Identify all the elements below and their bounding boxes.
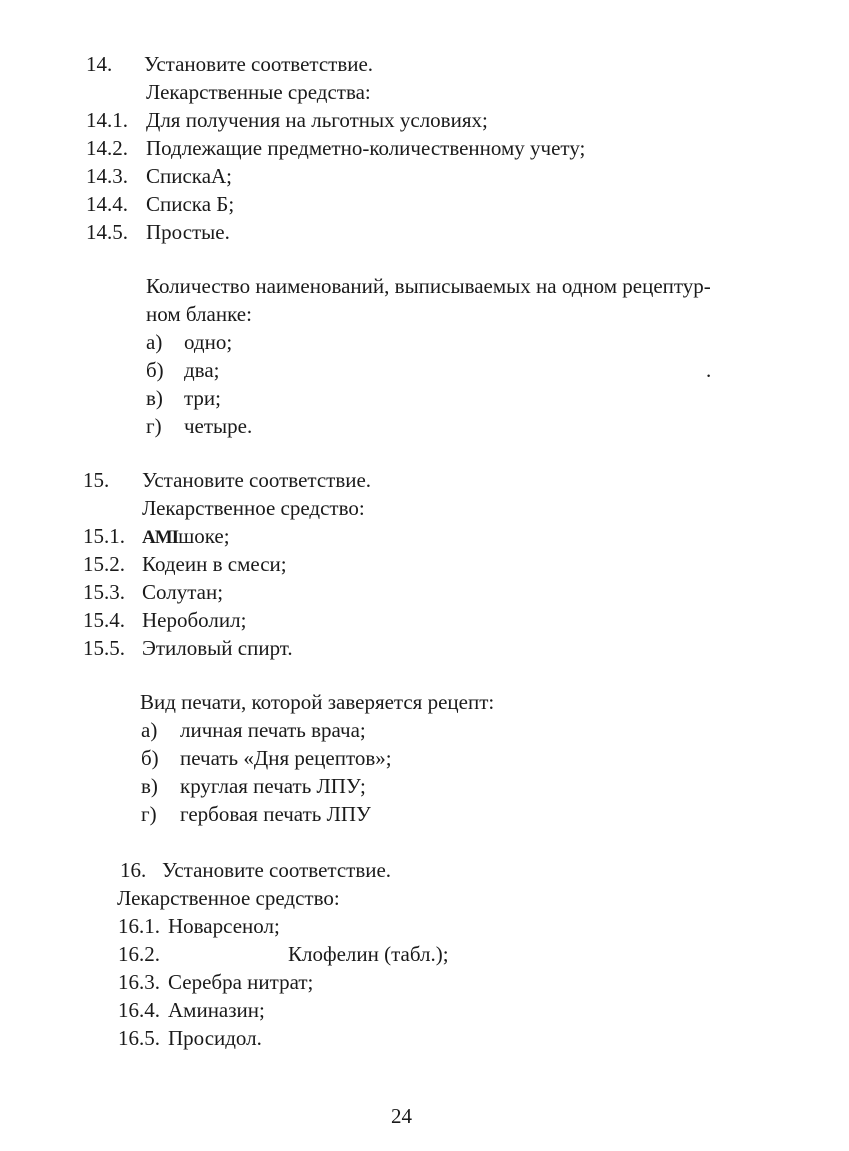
q14-option-text: два; [184, 358, 220, 382]
q15-number: 15. [83, 468, 110, 492]
q16-item-text: Новарсенол; [168, 914, 280, 938]
q15-option-text: гербовая печать ЛПУ [180, 802, 371, 826]
q15-option-letter: в) [141, 774, 158, 798]
q16-number: 16. [120, 858, 147, 882]
q15-subtitle: Лекарственное средство: [142, 496, 365, 520]
q16-item-num: 16.2. [118, 942, 160, 966]
q14-number: 14. [86, 52, 113, 76]
q14-option-letter: б) [146, 358, 164, 382]
q15-item-text: Кодеин в смеси; [142, 552, 287, 576]
q14-item-num: 14.1. [86, 108, 128, 132]
q14-option-letter: в) [146, 386, 163, 410]
q16-item-text: Просидол. [168, 1026, 262, 1050]
q14-option-text: одно; [184, 330, 233, 354]
q16-item-num: 16.1. [118, 914, 160, 938]
q15-option-text: печать «Дня рецептов»; [180, 746, 392, 770]
q14-item-num: 14.4. [86, 192, 128, 216]
q15-item-text: Этиловый спирт. [142, 636, 293, 660]
q14-subtitle: Лекарственные средства: [146, 80, 371, 104]
q16-item-num: 16.4. [118, 998, 160, 1022]
q15-item-num: 15.2. [83, 552, 125, 576]
q14-option-letter: г) [146, 414, 162, 438]
q14-item-num: 14.5. [86, 220, 128, 244]
q14-option-text: три; [184, 386, 222, 410]
q16-title: Установите соответствие. [162, 858, 392, 882]
q14-option-letter: а) [146, 330, 163, 354]
q15-item-text [142, 522, 230, 552]
q14-question-line2: ном бланке: [146, 302, 252, 326]
q14-item-text: Списка Б; [146, 192, 235, 216]
q14-title: Установите соответствие. [144, 52, 374, 76]
q16-item-num: 16.3. [118, 970, 160, 994]
q14-item-text: СпискаА; [146, 164, 233, 188]
q16-item-text: Аминазин; [168, 998, 265, 1022]
q14-item-text: Подлежащие предметно-количественному учету; [146, 136, 586, 160]
q14-option-text: четыре. [184, 414, 253, 438]
q15-option-text: круглая печать ЛПУ; [180, 774, 366, 798]
q15-option-text: личная печать врача; [180, 718, 366, 742]
q14-item-text: Простые. [146, 220, 230, 244]
q14-item-text: Для получения на льготных условиях; [146, 108, 488, 132]
q16-item-num: 16.5. [118, 1026, 160, 1050]
q15-item-num: 15.4. [83, 608, 125, 632]
q14-item-num: 14.3. [86, 164, 128, 188]
q15-option-letter: г) [141, 802, 157, 826]
q15-item-bold-prefix: АМI [142, 527, 179, 548]
stray-mark: . [706, 358, 712, 382]
q15-item-text: Нероболил; [142, 608, 247, 632]
q16-item-text: Серебра нитрат; [168, 970, 314, 994]
q15-item-text: Солутан; [142, 580, 224, 604]
q15-option-letter: б) [141, 746, 159, 770]
page-number: 24 [391, 1104, 412, 1128]
q15-item-num: 15.1. [83, 524, 125, 548]
q14-item-num: 14.2. [86, 136, 128, 160]
q16-subtitle: Лекарственное средство: [117, 886, 340, 910]
q15-question: Вид печати, которой заверяется рецепт: [140, 690, 495, 714]
q15-title: Установите соответствие. [142, 468, 372, 492]
q14-question-line1: Количество наименований, выписываемых на одном рецептур- [146, 274, 711, 298]
q15-item-num: 15.5. [83, 636, 125, 660]
q16-item-text: Клофелин (табл.); [288, 942, 449, 966]
q15-item-num: 15.3. [83, 580, 125, 604]
q15-item-rest: шоке; [178, 524, 230, 548]
q15-option-letter: а) [141, 718, 158, 742]
